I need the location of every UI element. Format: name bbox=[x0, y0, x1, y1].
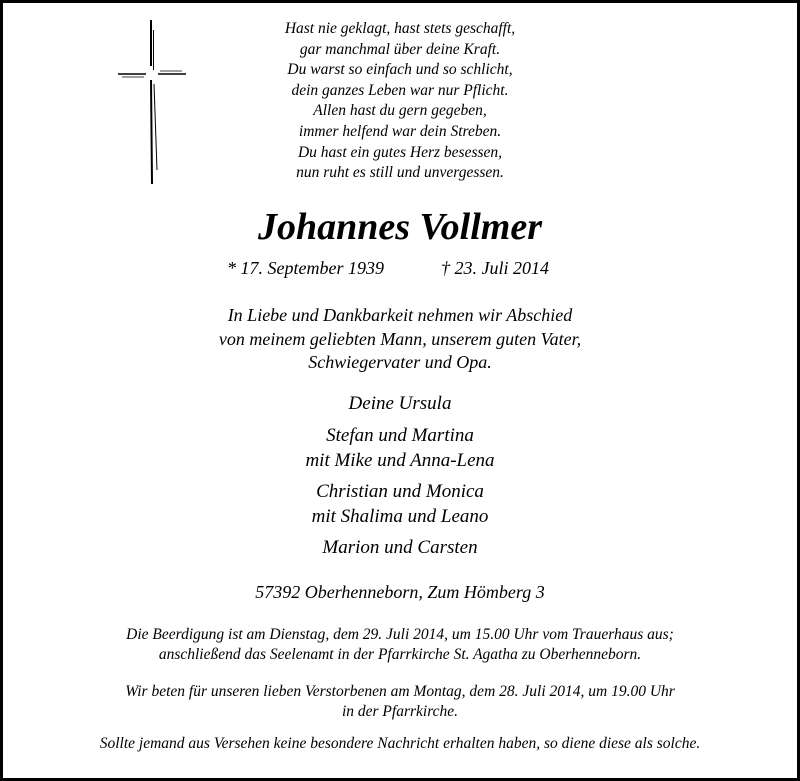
mourner-line: mit Shalima und Leano bbox=[311, 505, 489, 527]
mourner-family-3: Marion und Carsten bbox=[322, 537, 478, 558]
notice-line: anschließend das Seelenamt in der Pfarrkirche St. Agatha zu Oberhenneborn. bbox=[158, 646, 642, 663]
notice-line: Wir beten für unseren lieben Verstorbenen am Montag, dem 28. Juli 2014, um 19.00 Uhr bbox=[125, 683, 675, 700]
mourner-address: 57392 Oberhenneborn, Zum Hömberg 3 bbox=[255, 582, 545, 602]
mourner-family-1 bbox=[0, 424, 800, 473]
cross-icon bbox=[118, 20, 188, 184]
poem-line: Du warst so einfach und so schlicht, bbox=[287, 61, 513, 79]
poem-line: nun ruht es still und unvergessen. bbox=[296, 164, 504, 182]
mourner-family-2 bbox=[0, 480, 800, 529]
mourner-line: Stefan und Martina bbox=[326, 425, 474, 446]
farewell-text bbox=[0, 304, 800, 375]
mourner-line: mit Mike und Anna-Lena bbox=[305, 449, 495, 471]
farewell-line: In Liebe und Dankbarkeit nehmen wir Abschied bbox=[227, 305, 573, 325]
funeral-notice bbox=[0, 625, 800, 665]
notice-line: in der Pfarrkirche. bbox=[341, 703, 459, 720]
memorial-poem bbox=[200, 19, 600, 184]
farewell-line: Schwiegervater und Opa. bbox=[308, 352, 492, 372]
poem-line: Du hast ein gutes Herz besessen, bbox=[297, 143, 503, 161]
notice-line: Die Beerdigung ist am Dienstag, dem 29. Juli 2014, um 15.00 Uhr vom Trauerhaus aus; bbox=[126, 626, 674, 643]
mourner-spouse: Deine Ursula bbox=[348, 393, 452, 414]
closing-notice: Sollte jemand aus Versehen keine besondere Nachricht erhalten haben, so diene diese als solche. bbox=[99, 735, 701, 752]
mourner-line: Christian und Monica bbox=[316, 481, 484, 502]
prayer-notice bbox=[0, 682, 800, 722]
poem-line: dein ganzes Leben war nur Pflicht. bbox=[291, 81, 509, 99]
deceased-name: Johannes Vollmer bbox=[257, 206, 543, 248]
birth-date: * 17. September 1939 bbox=[227, 258, 384, 278]
poem-line: Hast nie geklagt, hast stets geschafft, bbox=[284, 20, 516, 37]
poem-line: Allen hast du gern gegeben, bbox=[313, 102, 487, 120]
farewell-line: von meinem geliebten Mann, unserem guten Vater, bbox=[218, 328, 582, 349]
death-date: † 23. Juli 2014 bbox=[441, 258, 549, 278]
poem-line: gar manchmal über deine Kraft. bbox=[299, 40, 501, 58]
poem-line: immer helfend war dein Streben. bbox=[298, 122, 502, 140]
